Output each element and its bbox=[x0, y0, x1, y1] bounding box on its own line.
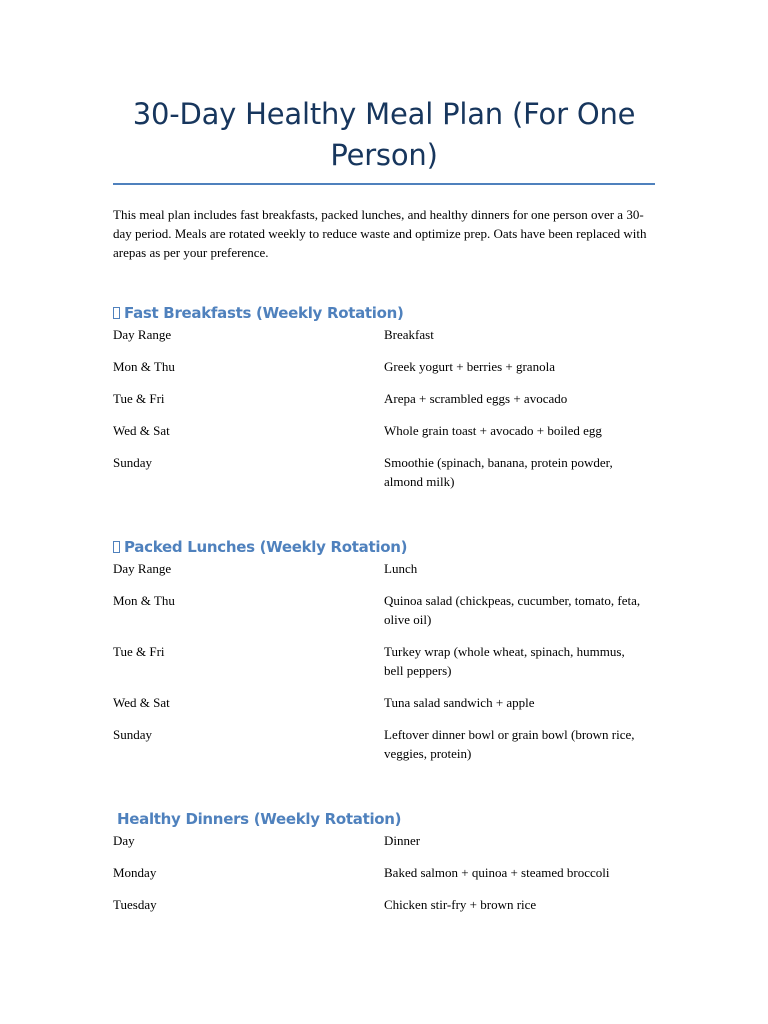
meal-cell: Tuna salad sandwich + apple bbox=[384, 695, 535, 710]
meal-cell: Smoothie (spinach, banana, protein powder, almond milk) bbox=[384, 455, 613, 489]
meal-cell: Whole grain toast + avocado + boiled egg bbox=[384, 423, 602, 438]
table-row bbox=[113, 689, 655, 721]
day-cell: Monday bbox=[113, 865, 157, 880]
dinner-heading-text: Healthy Dinners (Weekly Rotation) bbox=[117, 810, 402, 828]
lunch-heading bbox=[113, 537, 655, 557]
table-row bbox=[113, 859, 655, 891]
intro-paragraph: This meal plan includes fast breakfasts, packed lunches, and healthy dinners for one person over a 30-day period. Meals are rotated weekly to reduce waste and optimize prep. Oats have been replaced with arepas as per your preference. bbox=[113, 207, 647, 260]
day-cell: Tuesday bbox=[113, 897, 157, 912]
meal-cell: Quinoa salad (chickpeas, cucumber, tomato, feta, olive oil) bbox=[384, 593, 641, 627]
document-page bbox=[113, 0, 655, 923]
missing-emoji-icon bbox=[113, 307, 120, 319]
dinner-table bbox=[113, 829, 655, 923]
table-row bbox=[113, 353, 655, 385]
meal-cell: Turkey wrap (whole wheat, spinach, hummus, bell peppers) bbox=[384, 644, 625, 678]
table-row bbox=[113, 891, 655, 923]
meal-cell: Chicken stir-fry + brown rice bbox=[384, 897, 537, 912]
table-header-row bbox=[113, 829, 655, 859]
breakfast-table bbox=[113, 323, 655, 500]
day-cell: Tue & Fri bbox=[113, 644, 165, 659]
meal-cell: Arepa + scrambled eggs + avocado bbox=[384, 391, 568, 406]
breakfast-heading bbox=[113, 303, 655, 323]
title-underline bbox=[113, 183, 655, 185]
lunch-table bbox=[113, 557, 655, 772]
day-cell: Wed & Sat bbox=[113, 695, 170, 710]
header-cell: Lunch bbox=[384, 561, 418, 576]
meal-cell: Greek yogurt + berries + granola bbox=[384, 359, 555, 374]
table-row bbox=[113, 385, 655, 417]
meal-cell: Baked salmon + quinoa + steamed broccoli bbox=[384, 865, 610, 880]
table-row bbox=[113, 587, 655, 638]
table-header-row bbox=[113, 323, 655, 353]
day-cell: Mon & Thu bbox=[113, 593, 175, 608]
day-cell: Mon & Thu bbox=[113, 359, 175, 374]
breakfast-heading-text: Fast Breakfasts (Weekly Rotation) bbox=[124, 304, 404, 322]
lunch-heading-text: Packed Lunches (Weekly Rotation) bbox=[124, 538, 408, 556]
header-cell: Day bbox=[113, 833, 135, 848]
table-header-row bbox=[113, 557, 655, 587]
missing-emoji-icon bbox=[113, 541, 120, 553]
header-cell: Day Range bbox=[113, 327, 172, 342]
table-row bbox=[113, 449, 655, 500]
document-title: 30-Day Healthy Meal Plan (For One Person) bbox=[132, 97, 636, 172]
table-row bbox=[113, 721, 655, 772]
day-cell: Tue & Fri bbox=[113, 391, 165, 406]
dinner-heading bbox=[113, 809, 655, 829]
day-cell: Sunday bbox=[113, 727, 152, 742]
table-row bbox=[113, 638, 655, 689]
header-cell: Dinner bbox=[384, 833, 421, 848]
day-cell: Sunday bbox=[113, 455, 152, 470]
day-cell: Wed & Sat bbox=[113, 423, 170, 438]
header-cell: Breakfast bbox=[384, 327, 434, 342]
table-row bbox=[113, 417, 655, 449]
meal-cell: Leftover dinner bowl or grain bowl (brown rice, veggies, protein) bbox=[384, 727, 635, 761]
header-cell: Day Range bbox=[113, 561, 172, 576]
